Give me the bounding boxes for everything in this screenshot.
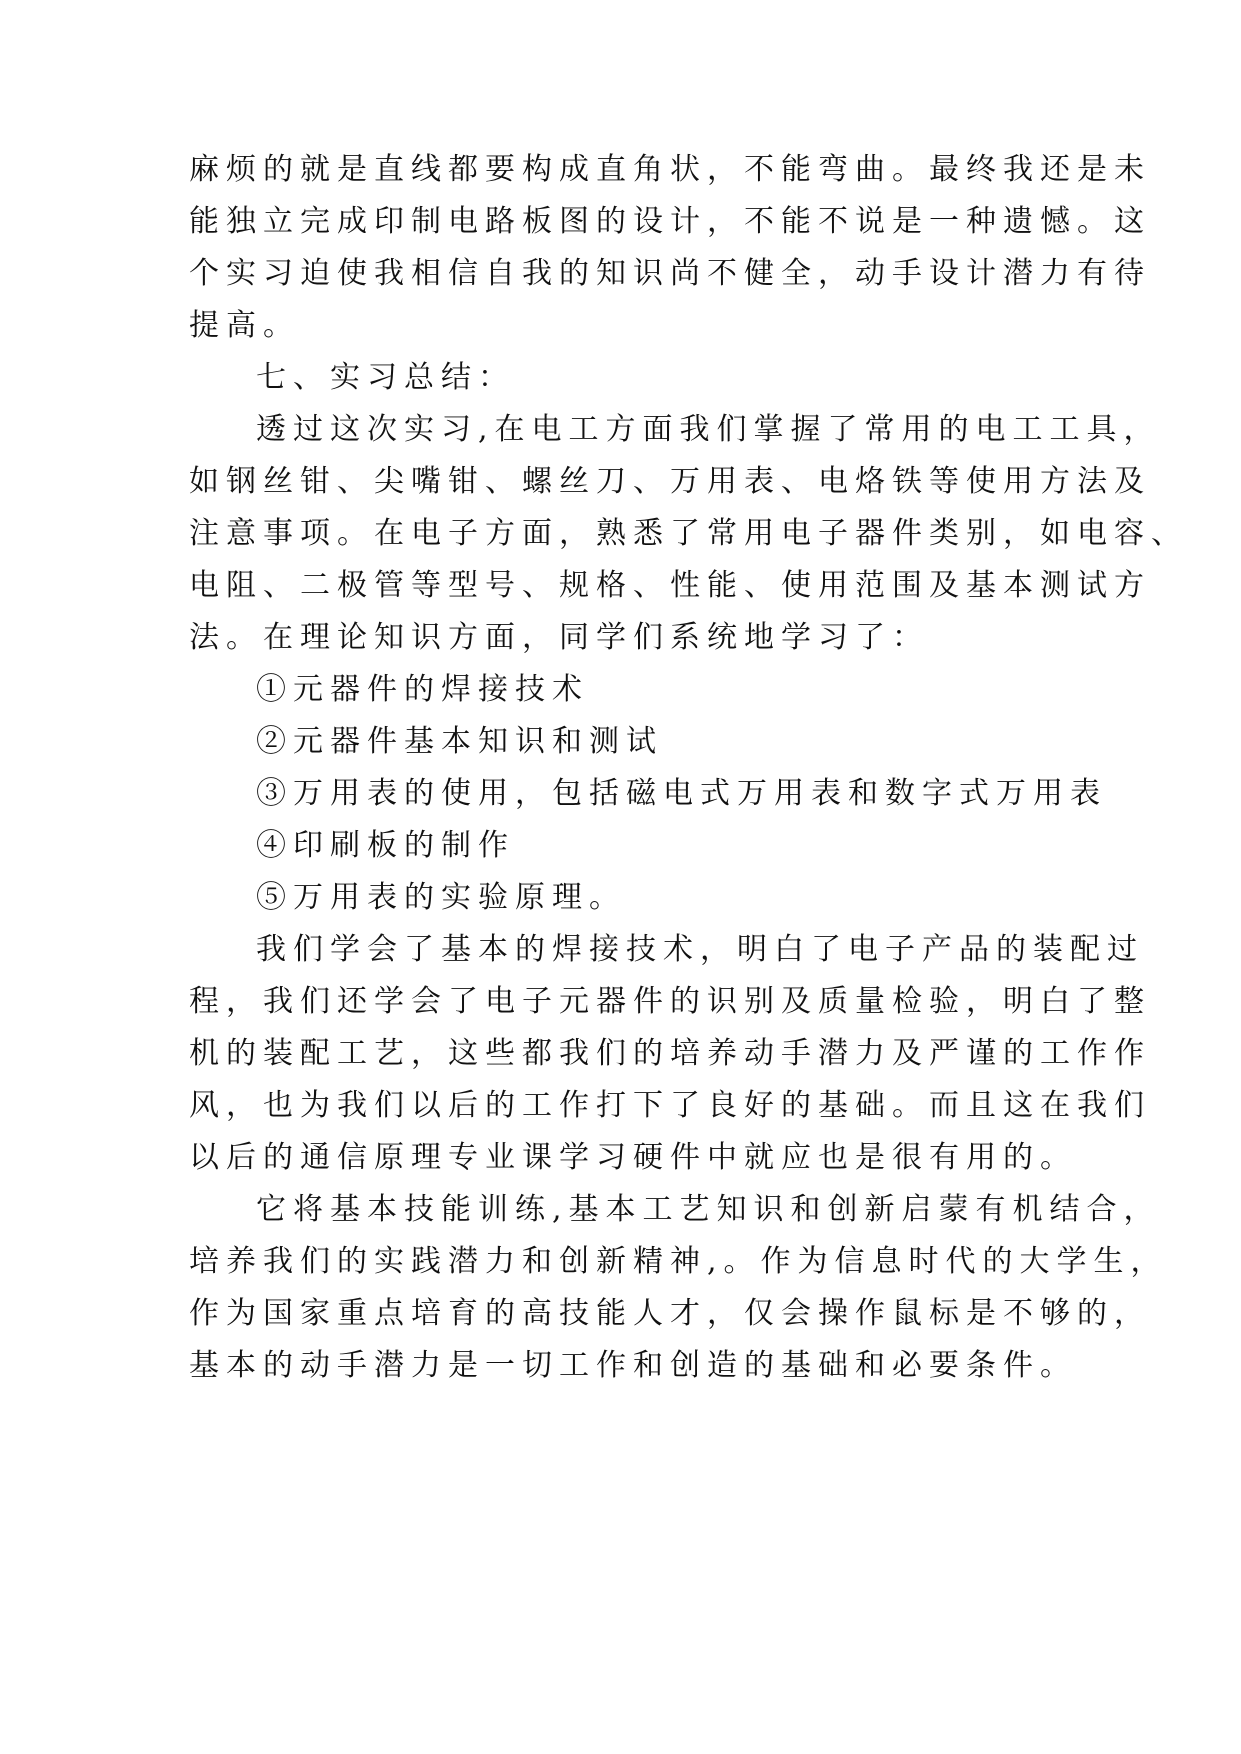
- section-heading: 七、实习总结：: [256, 360, 515, 395]
- paragraph-line: 培养我们的实践潜力和创新精神,。作为信息时代的大学生，: [189, 1244, 1168, 1279]
- paragraph-line: 法。在理论知识方面，同学们系统地学习了：: [189, 620, 929, 655]
- paragraph-line: 我们学会了基本的焊接技术，明白了电子产品的装配过: [256, 932, 1144, 967]
- paragraph-line: 透过这次实习,在电工方面我们掌握了常用的电工工具，: [256, 412, 1161, 447]
- list-item: ⑤万用表的实验原理。: [256, 880, 626, 915]
- paragraph-line: 提高。: [189, 308, 300, 343]
- paragraph-line: 风，也为我们以后的工作打下了良好的基础。而且这在我们: [189, 1088, 1151, 1123]
- list-item: ②元器件基本知识和测试: [256, 724, 663, 759]
- paragraph-line: 注意事项。在电子方面，熟悉了常用电子器件类别，如电容、: [189, 516, 1188, 551]
- paragraph-line: 基本的动手潜力是一切工作和创造的基础和必要条件。: [189, 1348, 1077, 1383]
- paragraph-line: 机的装配工艺，这些都我们的培养动手潜力及严谨的工作作: [189, 1036, 1151, 1071]
- paragraph-line: 程，我们还学会了电子元器件的识别及质量检验，明白了整: [189, 984, 1151, 1019]
- paragraph-line: 电阻、二极管等型号、规格、性能、使用范围及基本测试方: [189, 568, 1151, 603]
- list-item: ③万用表的使用，包括磁电式万用表和数字式万用表: [256, 776, 1107, 811]
- paragraph-line: 麻烦的就是直线都要构成直角状，不能弯曲。最终我还是未: [189, 152, 1151, 187]
- paragraph-line: 个实习迫使我相信自我的知识尚不健全，动手设计潜力有待: [189, 256, 1151, 291]
- paragraph-line: 如钢丝钳、尖嘴钳、螺丝刀、万用表、电烙铁等使用方法及: [189, 464, 1151, 499]
- paragraph-line: 它将基本技能训练,基本工艺知识和创新启蒙有机结合，: [256, 1192, 1161, 1227]
- list-item: ④印刷板的制作: [256, 828, 515, 863]
- list-item: ①元器件的焊接技术: [256, 672, 589, 707]
- paragraph-line: 作为国家重点培育的高技能人才，仅会操作鼠标是不够的，: [189, 1296, 1151, 1331]
- paragraph-line: 能独立完成印制电路板图的设计，不能不说是一种遗憾。这: [189, 204, 1151, 239]
- paragraph-line: 以后的通信原理专业课学习硬件中就应也是很有用的。: [189, 1140, 1077, 1175]
